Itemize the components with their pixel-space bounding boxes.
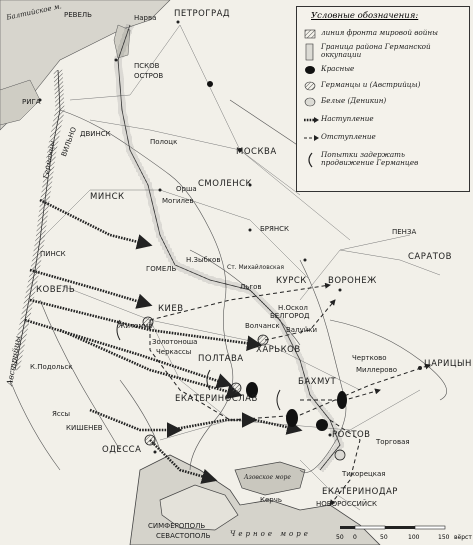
label-torgovaya: Торговая — [376, 438, 410, 446]
label-petrograd: ПЕТРОГРАД — [174, 9, 231, 19]
label-moskva: МОСКВА — [236, 147, 277, 157]
label-lgov: Льгов — [240, 283, 262, 291]
label-germanets: Германцы — [42, 140, 57, 180]
label-mogilev: Могилев — [162, 197, 194, 205]
label-gomel: ГОМЕЛЬ — [146, 265, 177, 273]
label-sevastopol: СЕВАСТОПОЛЬ — [156, 532, 211, 540]
label-kamenets-podolsk: К.Подольск — [30, 363, 73, 371]
scale-tick: 100 — [408, 534, 420, 541]
scale-tick: 150 — [438, 534, 450, 541]
scale-bar — [330, 522, 470, 544]
label-kovel: КОВЕЛЬ — [36, 285, 76, 295]
label-bakhmut: БАХМУТ — [298, 377, 337, 387]
label-polotsk: Полоцк — [150, 138, 178, 146]
label-vilno: ВИЛЬНО — [60, 125, 79, 158]
label-voronezh: ВОРОНЕЖ — [328, 276, 377, 286]
legend-title: Условные обозначения: — [311, 11, 419, 21]
label-ekaterinodar: ЕКАТЕРИНОДАР — [322, 487, 398, 497]
label-novy-oskol: Н.Оскол — [278, 304, 308, 312]
label-novorossiysk: НОВОРОССИЙСК — [316, 500, 377, 508]
label-smolensk: СМОЛЕНСК — [198, 179, 253, 189]
label-kursk: КУРСК — [276, 276, 307, 286]
scale-tick: 0 — [353, 534, 357, 541]
label-baltic-sea: Балтийское м. — [5, 2, 63, 22]
label-tsaritsyn: ЦАРИЦЫН — [424, 359, 472, 369]
scale-tick: 50 — [380, 534, 388, 541]
label-kiev: КИЕВ — [158, 304, 184, 314]
label-orsha: Орша — [176, 185, 197, 193]
label-millerovo: Миллерово — [356, 366, 397, 374]
label-st-mikhaylovskaya: Ст. Михайловская — [227, 264, 284, 271]
label-penza: ПЕНЗА — [392, 228, 417, 236]
label-azov-sea: Азовское море — [244, 474, 291, 481]
label-yekaterinoslav: ЕКАТЕРИНОСЛАВ — [175, 394, 258, 404]
label-pskov: ПСКОВ — [134, 62, 160, 70]
label-poltava: ПОЛТАВА — [198, 354, 244, 364]
label-bryansk: БРЯНСК — [260, 225, 290, 233]
label-volchansk: Волчанск — [245, 322, 280, 330]
label-n-zybkov: Н.Зыбков — [186, 256, 221, 264]
label-zhitomir: Житомир — [118, 322, 153, 330]
label-tikhoretskaya: Тихорецкая — [342, 470, 386, 478]
label-pinsk: ПИНСК — [40, 250, 66, 258]
label-revel: РЕВЕЛЬ — [64, 11, 92, 19]
label-rostov: РОСТОВ — [332, 430, 371, 440]
label-yassy: Яссы — [52, 410, 71, 418]
label-simferopol: СИМФЕРОПОЛЬ — [148, 522, 206, 530]
label-zolotonosha: Золотоноша — [152, 338, 198, 346]
label-kharkov: ХАРЬКОВ — [256, 345, 301, 355]
label-riga: РИГА — [22, 98, 41, 106]
label-valuiki: Валуйки — [286, 326, 318, 334]
label-saratov: САРАТОВ — [408, 252, 452, 262]
scale-tick: 50 — [336, 534, 344, 541]
label-minsk: МИНСК — [90, 192, 125, 202]
label-narva: Нарва — [134, 14, 157, 22]
label-belgorod: БЕЛГОРОД — [270, 312, 310, 320]
label-kishinev: КИШЕНЕВ — [66, 424, 103, 432]
label-ostrov: ОСТРОВ — [134, 72, 164, 80]
label-dvinsk: ДВИНСК — [80, 130, 111, 138]
label-chernoe-more: Черное море — [230, 530, 311, 538]
map-legend: Условные обозначения: линия фронта мировой войны Граница района Германской оккупации Красные Германцы и (Австрийцы) Белые (Деникин) Наступление Отступление Попытки задержать продвижение Германцев — [296, 6, 470, 192]
label-chertkovo: Чертково — [352, 354, 387, 362]
label-austria: Австрийцы — [5, 335, 23, 387]
label-cherkassy: Черкассы — [156, 348, 192, 356]
label-odessa: ОДЕССА — [102, 445, 142, 455]
scale-unit: вёрст — [454, 534, 472, 541]
label-kerch: Керчь — [260, 496, 282, 504]
